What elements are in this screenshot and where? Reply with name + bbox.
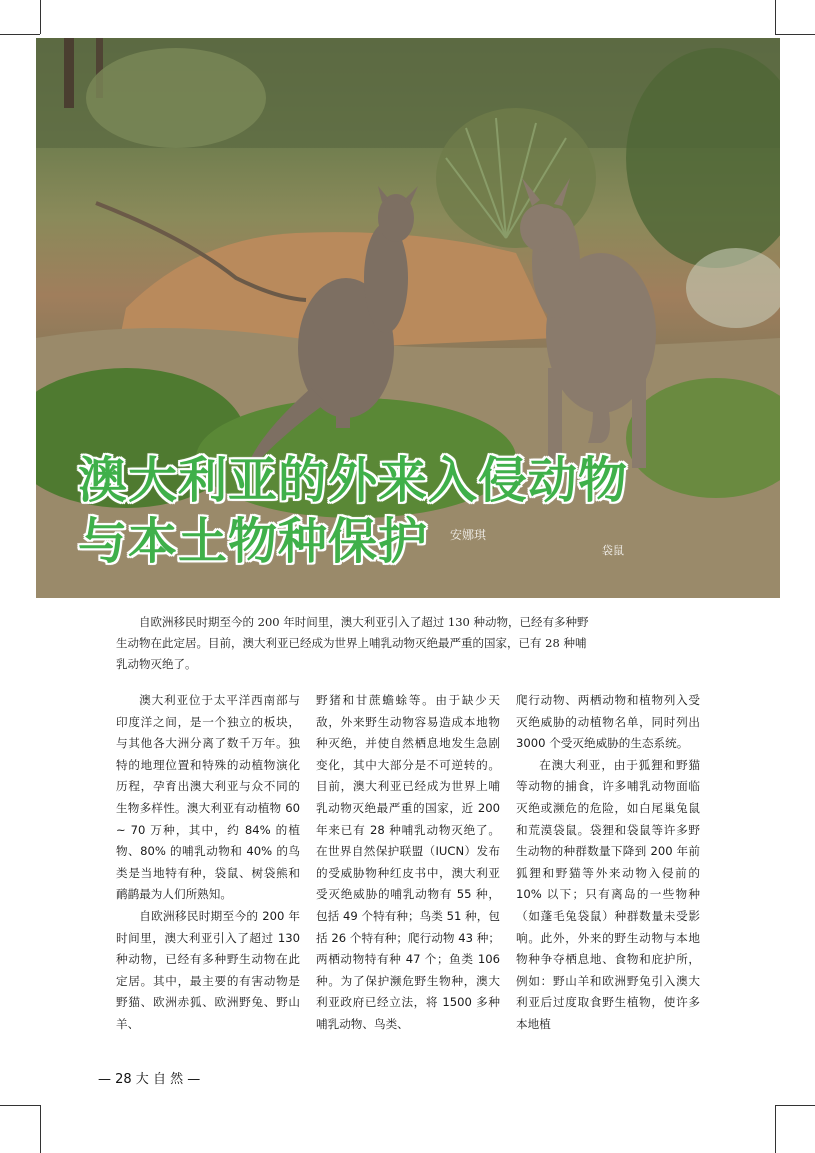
paragraph: 澳大利亚位于太平洋西南部与印度洋之间，是一个独立的板块，与其他各大洲分离了数千万年。独特的地理位置和特殊的动植物演化历程，孕育出澳大利亚与众不同的生物多样性。澳大利亚有动植物 60 ~ 70 万种，其中，约 84% 的植物、80% 的哺乳动物和 40% 的鸟类是当地特有种，袋鼠、树袋熊和鸸鹋最为人们所熟知。 [116, 693, 300, 902]
crop-mark-tl-v [40, 0, 41, 34]
crop-mark-br-h [775, 1105, 815, 1106]
author-name: 安娜琪 [450, 528, 487, 542]
article-title-line1: 澳大利亚的外来入侵动物 [78, 452, 629, 509]
photo-caption: 袋鼠 [602, 544, 624, 557]
crop-mark-tr-h [775, 34, 815, 35]
paragraph: 爬行动物、两栖动物和植物列入受灭绝威胁的动植物名单，同时列出 3000 个受灭绝威胁的生态系统。 [516, 693, 700, 751]
body-column-3 [516, 690, 700, 1036]
crop-mark-br-v [775, 1105, 776, 1153]
body-column-2 [316, 690, 500, 1036]
article-abstract: 自欧洲移民时期至今的 200 年时间里，澳大利亚引入了超过 130 种动物，已经有多种野生动物在此定居。目前，澳大利亚已经成为世界上哺乳动物灭绝最严重的国家，已有 28 种哺乳动物灭绝了。 [116, 615, 589, 671]
page-footer: — 28 大 自 然 — [98, 1072, 201, 1087]
crop-mark-tl-h [0, 34, 40, 35]
crop-mark-bl-h [0, 1105, 40, 1106]
paragraph: 野猪和甘蔗蟾蜍等。由于缺少天敌，外来野生动物容易造成本地物种灭绝，并使自然栖息地发生急剧变化，其中大部分是不可逆转的。目前，澳大利亚已经成为世界上哺乳动物灭绝最严重的国家，近 200 年来已有 28 种哺乳动物灭绝了。在世界自然保护联盟（IUCN）发布的受威胁物种红皮书中，澳大利亚受灭绝威胁的哺乳动物有 55 种，包括 49 个特有种；鸟类 51 种，包括 26 个特有种；爬行动物 43 种；两栖动物特有种 47 个；鱼类 106 种。为了保护濒危野生物种，澳大利亚政府已经立法，将 1500 多种哺乳动物、鸟类、 [316, 693, 500, 1031]
paragraph: 在澳大利亚，由于狐狸和野猫等动物的捕食，许多哺乳动物面临灭绝或濒危的危险，如白尾巢兔鼠和荒漠袋鼠。袋狸和袋鼠等许多野生动物的种群数量下降到 200 年前狐狸和野猫等外来动物入侵前的 10% 以下；只有离岛的一些物种（如蓬毛兔袋鼠）种群数量未受影响。此外，外来的野生动物与本地物种争夺栖息地、食物和庇护所，例如：野山羊和欧洲野兔引入澳大利亚后过度取食野生植物，使许多本地植 [516, 757, 700, 1031]
article-title-line2: 与本土物种保护 [78, 513, 429, 570]
crop-mark-bl-v [40, 1105, 41, 1153]
paragraph: 自欧洲移民时期至今的 200 年时间里，澳大利亚引入了超过 130 种动物，已经有多种野生动物在此定居。其中，最主要的有害动物是野猫、欧洲赤狐、欧洲野兔、野山羊、 [116, 908, 300, 1031]
crop-mark-tr-v [775, 0, 776, 34]
body-column-1 [116, 690, 300, 1036]
